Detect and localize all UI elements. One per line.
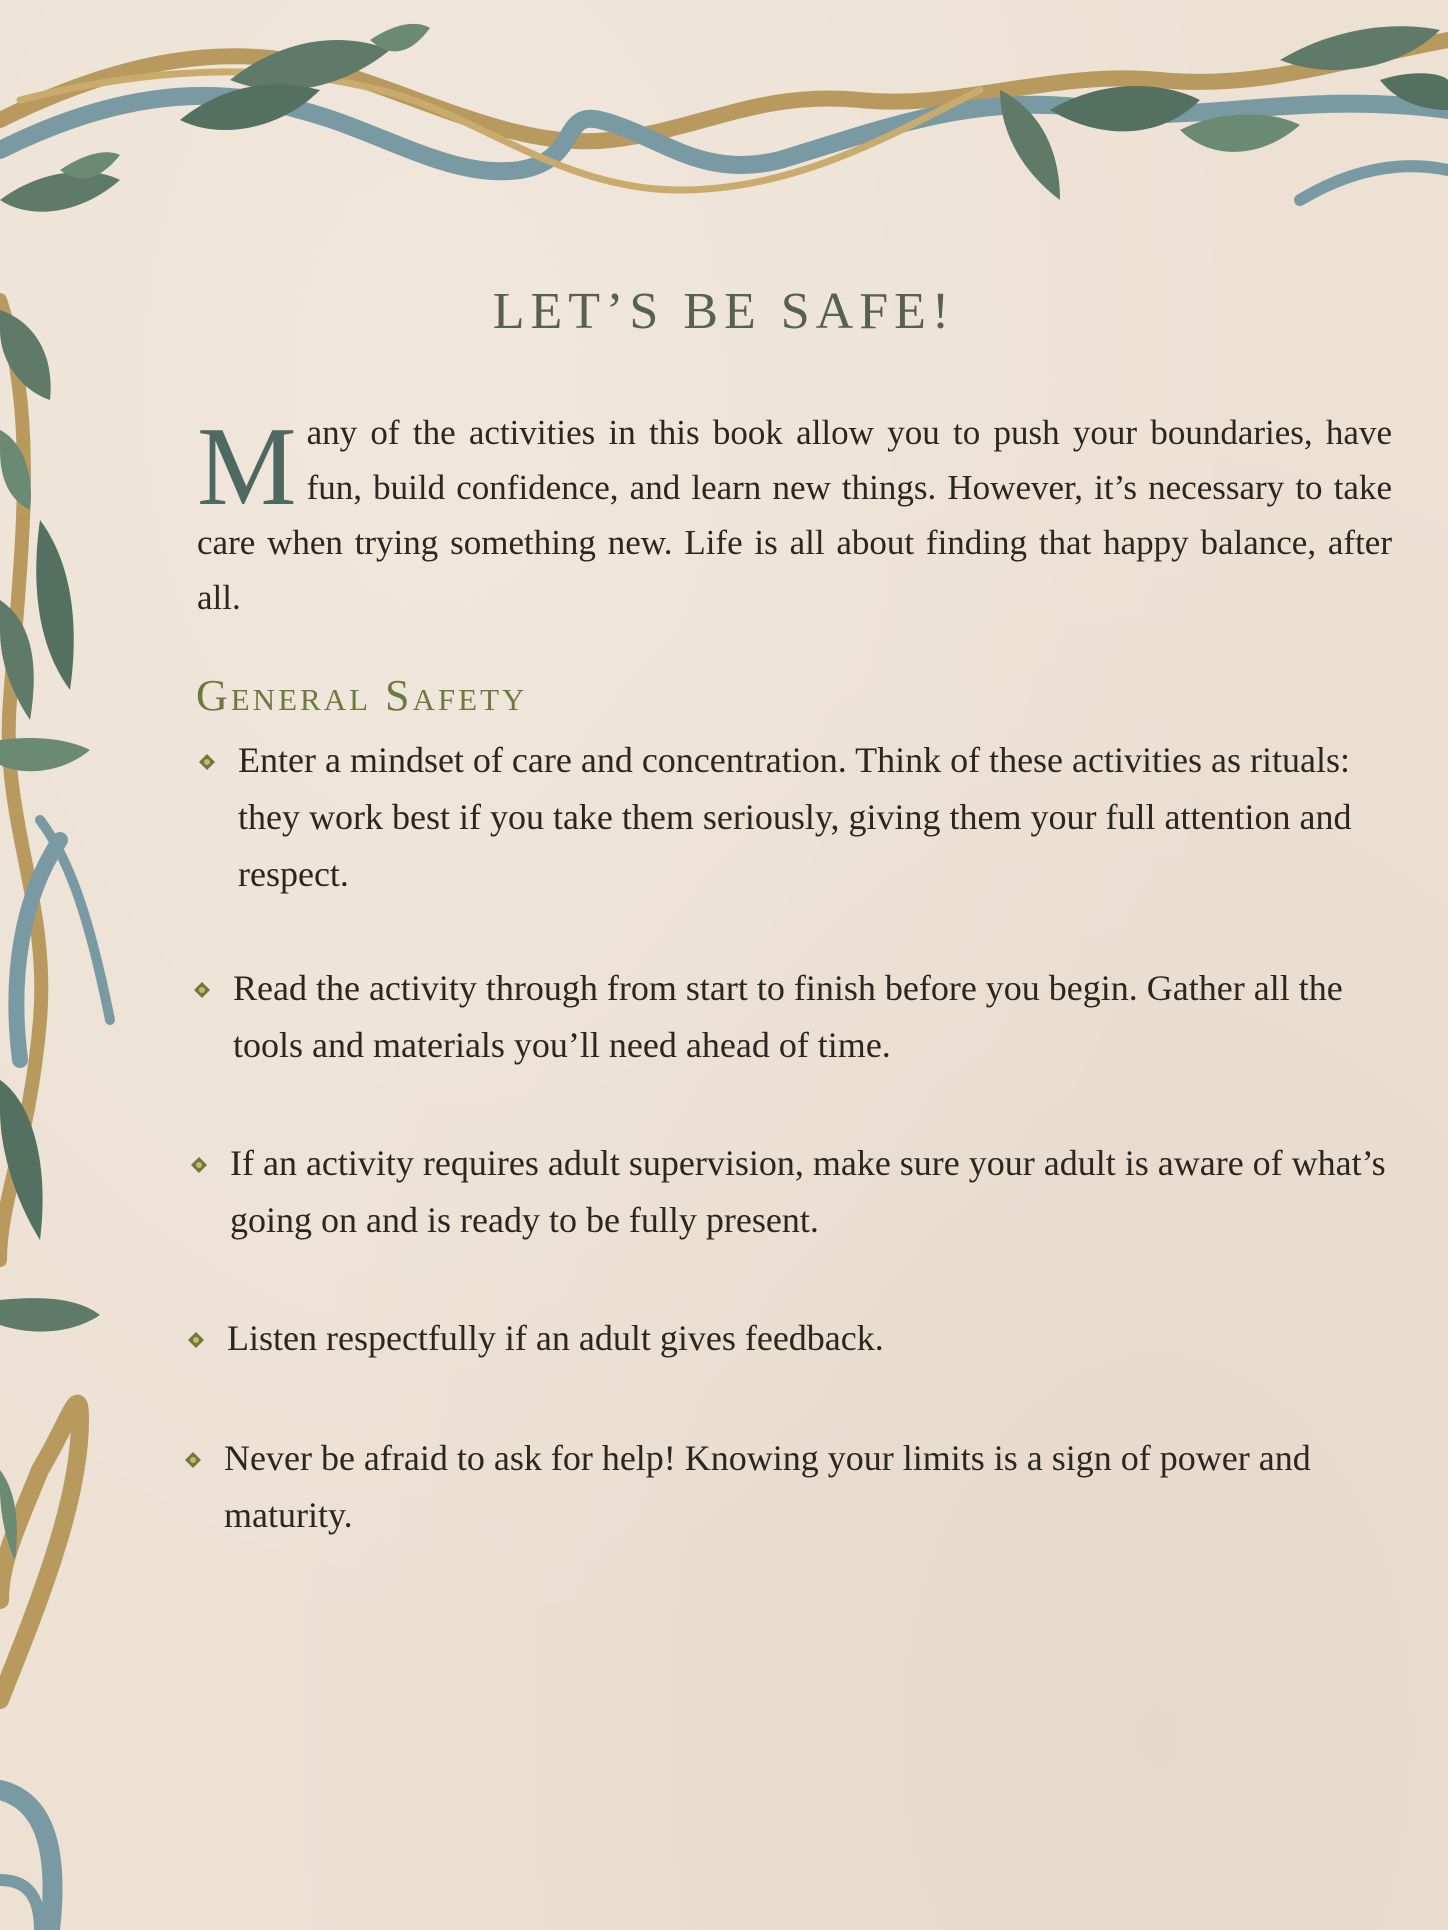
diamond-bullet-icon [190,1156,208,1174]
bullet-item [238,732,1398,903]
diamond-bullet-icon [187,1331,205,1349]
bullet-item [227,1310,1397,1367]
bullet-item [230,1135,1400,1249]
diamond-bullet-icon [184,1451,202,1469]
intro-text: any of the activities in this book allow you to push your boundaries, have fun, build confidence, and learn new things. However, it’s necessary to take care when trying something new. Life is all about finding that happy balance, after all. [197,413,1392,617]
bullet-text: If an activity requires adult supervision, make sure your adult is aware of what’s going on and is ready to be fully present. [230,1143,1386,1240]
drop-cap: M [197,405,297,529]
page-title: LET’S BE SAFE! [492,283,956,340]
bullet-text: Enter a mindset of care and concentration. Think of these activities as rituals: they work best if you take them seriously, giving them your full attention and respect. [238,740,1352,894]
bullet-text: Listen respectfully if an adult gives feedback. [227,1318,884,1358]
intro-paragraph [197,405,1392,625]
diamond-bullet-icon [193,981,211,999]
diamond-bullet-icon [198,753,216,771]
bullet-text: Never be afraid to ask for help! Knowing your limits is a sign of power and maturity. [224,1438,1311,1535]
section-heading: General Safety [196,671,528,720]
bullet-item [233,960,1393,1074]
bullet-text: Read the activity through from start to finish before you begin. Gather all the tools and materials you’ll need ahead of time. [233,968,1343,1065]
bullet-item [224,1430,1424,1544]
